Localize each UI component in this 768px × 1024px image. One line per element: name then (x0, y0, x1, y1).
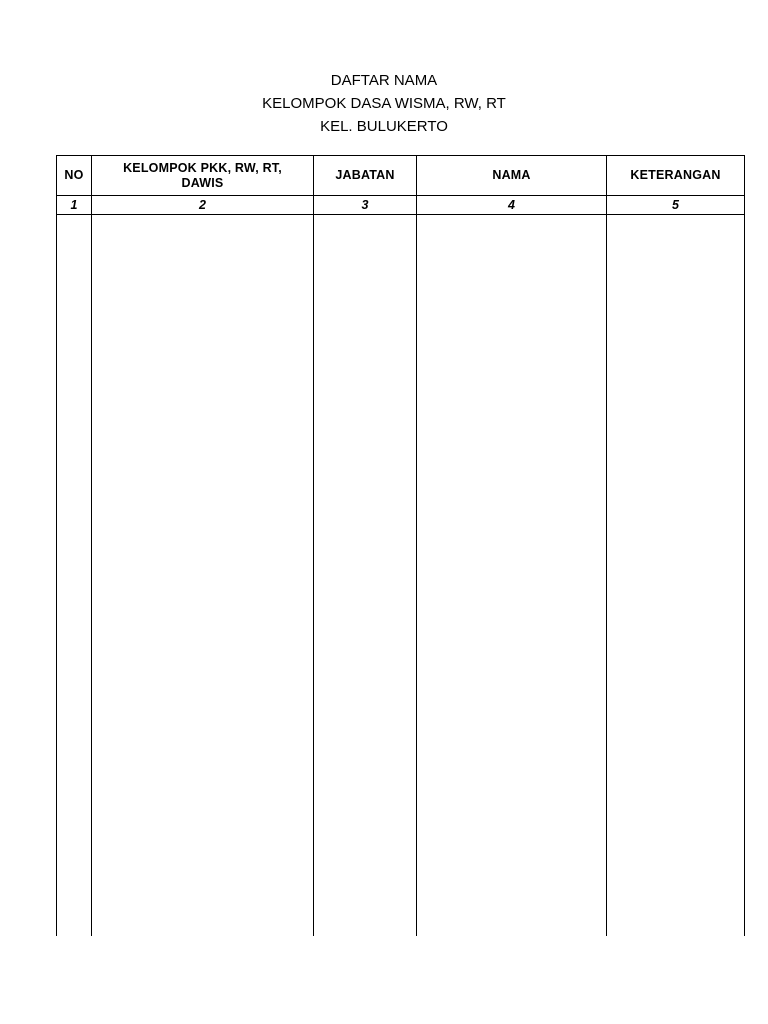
number-row-bottom-border (56, 214, 745, 215)
column-number-4: 4 (508, 198, 515, 212)
title-line-2: KELOMPOK DASA WISMA, RW, RT (262, 95, 506, 112)
column-number-3: 3 (361, 198, 369, 212)
column-number-2: 2 (199, 198, 206, 212)
document-title (0, 69, 768, 138)
column-divider-1 (91, 155, 92, 936)
name-list-table (56, 155, 745, 936)
header-kelompok: KELOMPOK PKK, RW, RT, DAWIS (123, 160, 282, 190)
table-left-border (56, 155, 57, 936)
column-number-5: 5 (672, 198, 679, 212)
table-right-border (744, 155, 745, 936)
column-number-1: 1 (70, 198, 78, 212)
title-line-3: KEL. BULUKERTO (320, 118, 448, 135)
column-divider-3 (416, 155, 417, 936)
title-line-1: DAFTAR NAMA (330, 72, 438, 89)
column-divider-2 (313, 155, 314, 936)
header-keterangan: KETERANGAN (630, 168, 721, 182)
column-divider-4 (606, 155, 607, 936)
header-no: NO (64, 168, 84, 182)
header-nama: NAMA (492, 168, 531, 182)
header-jabatan: JABATAN (335, 168, 395, 182)
